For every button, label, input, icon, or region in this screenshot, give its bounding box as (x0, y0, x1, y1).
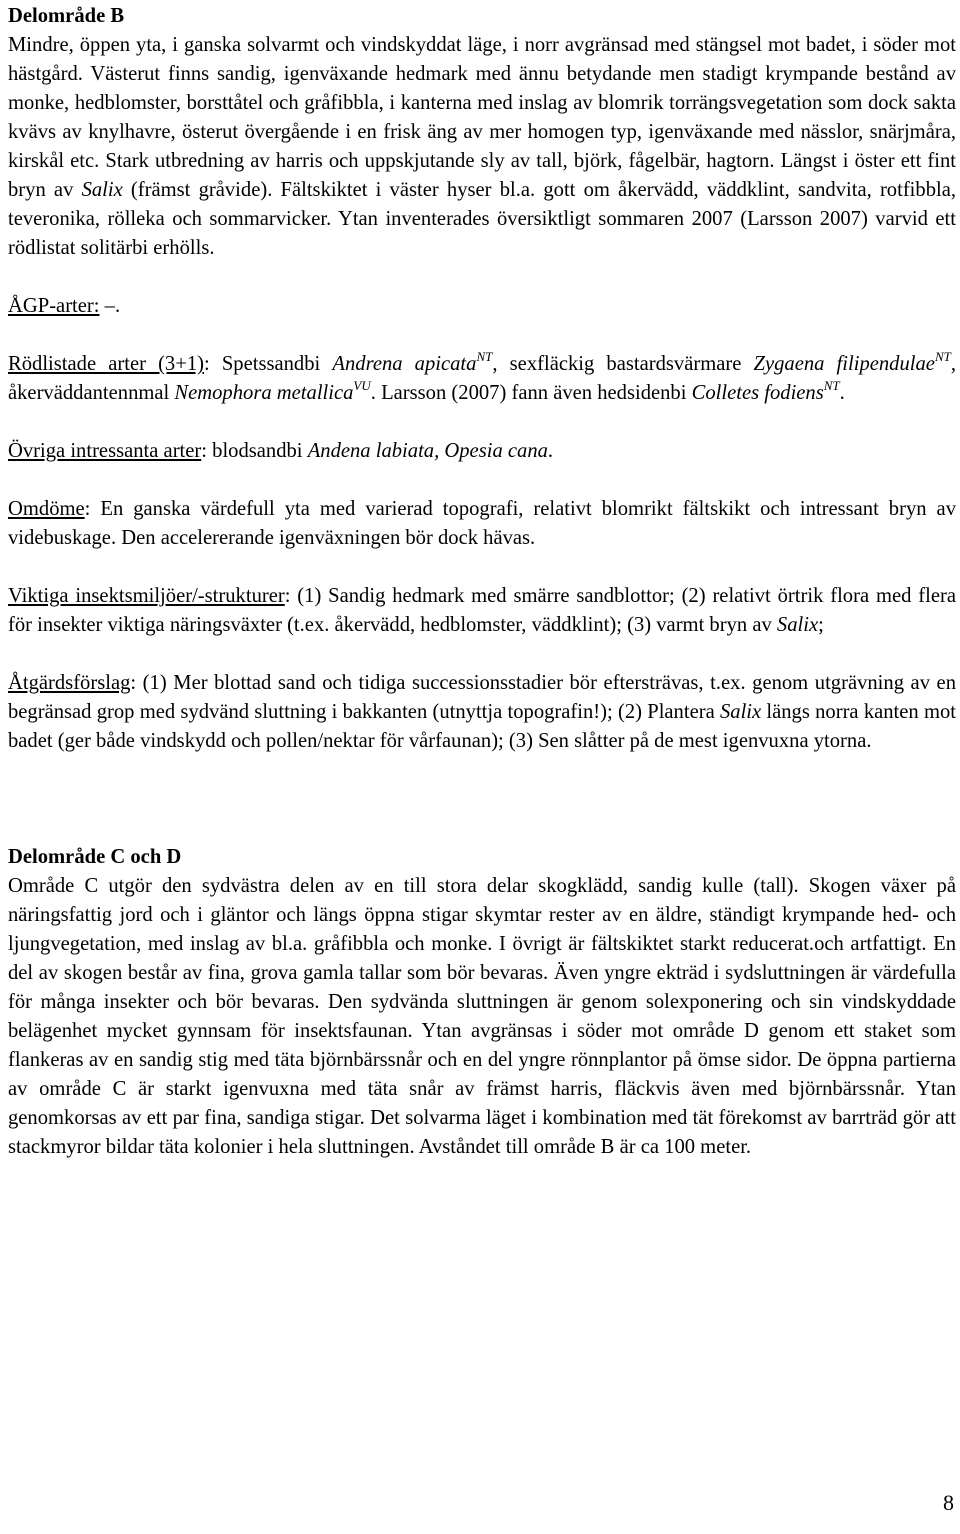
text-run: . (839, 382, 845, 404)
other-species-label: Övriga intressanta arter (8, 440, 202, 462)
text-run: (främst gråvide). Fältskiktet i väster hyser bl.a. gott om åkervädd, väddklint, sandvita, rotfibbla, teveronika, rölleka och sommarvicker. Ytan inventerades översiktligt sommaren 2007 (Larsson 2007) varvid ett rödlistat solitärbi erhölls. (8, 179, 957, 259)
text-run: : (1) Mer blottad sand och tidiga successionsstadier bör eftersträvas, t.ex. genom utgrävning av en begränsad grop med sydvänd sluttning i bakkanten (utnyttja topografin!); (2) Plantera (8, 672, 956, 723)
text-run: : blodsandbi (201, 440, 308, 462)
page-number: 8 (943, 1490, 954, 1515)
redlisted-species-paragraph (8, 350, 956, 408)
text-run: : (1) Sandig hedmark med smärre sandblottor; (2) relativt örtrik flora med flera för insekter viktiga näringsväxter (t.ex. åkervädd, hedblomster, väddklint); (3) varmt bryn av (8, 585, 956, 636)
redlist-category: NT (476, 349, 493, 364)
text-run: : Spetssandbi (204, 353, 333, 375)
species-name: Nemophora metallica (174, 382, 354, 404)
species-name: Andena labiata, Opesia cana (307, 440, 548, 462)
agp-species-line (8, 292, 956, 321)
text-run: , åkerväddantennmal (8, 353, 956, 404)
assessment-label: Omdöme (8, 498, 85, 520)
document-page (8, 2, 956, 1162)
text-run: : En ganska värdefull yta med varierad topografi, relativt blomrikt fältskikt och intressant bryn av videbuskage. Den accelererande igenväxningen bör dock hävas. (8, 498, 956, 549)
section-b-description (8, 31, 956, 263)
redlist-category: NT (823, 378, 840, 393)
species-name: Salix (81, 179, 123, 201)
text-run: . (547, 440, 554, 462)
redlist-category: VU (353, 378, 371, 393)
section-heading-cd: Delområde C och D (8, 846, 182, 868)
proposed-measures-label: Åtgärdsförslag (8, 672, 131, 694)
text-run: , sexfläckig bastardsvärmare (492, 353, 754, 375)
section-heading-b: Delområde B (8, 5, 125, 27)
agp-label: ÅGP-arter: (8, 295, 100, 317)
species-name: Colletes fodiens (691, 382, 824, 404)
redlist-category: NT (934, 349, 951, 364)
proposed-measures-paragraph (8, 669, 956, 756)
redlisted-label: Rödlistade arter (3+1) (8, 353, 204, 375)
text-run: längs norra kanten mot badet (ger både vindskydd och pollen/nektar för vårfaunan); (3) Sen slåtter på de mest igenvuxna ytorna. (8, 701, 956, 752)
text-run: Mindre, öppen yta, i ganska solvarmt och vindskyddat läge, i norr avgränsad med stängsel mot badet, i söder mot hästgård. Västerut finns sandig, igenväxande hedmark med ännu betydande men stadigt krympande bestånd av monke, hedblomster, borsttåtel och gråfibbla, i kanterna med inslag av blomrik torrängsvegetation som dock sakta kvävs av knylhavre, österut övergående i en frisk äng av mer homogen typ, igenväxande med nässlor, snärjmåra, kirskål etc. Stark utbredning av harris och uppskjutande sly av tall, björk, fågelbär, hagtorn. Längst i öster ett fint bryn av (8, 34, 956, 201)
important-habitats-paragraph (8, 582, 956, 640)
other-species-paragraph (8, 437, 956, 466)
text-run: ; (818, 614, 824, 636)
agp-value: –. (99, 295, 121, 317)
assessment-paragraph (8, 495, 956, 553)
section-cd-description: Område C utgör den sydvästra delen av en till stora delar skogklädd, sandig kulle (tall). Skogen växer på näringsfattig jord och i gläntor och längs öppna stigar skymtar rester av en äldre, ständigt krympande hed- och ljungvegetation, med inslag av bl.a. gråfibbla och monke. I övrigt är fältskiktet starkt reducerat.och artfattigt. En del av skogen består av fina, grova gamla tallar som bör bevaras. Även yngre ekträd i sydsluttningen är värdefulla för många insekter och bör bevaras. Den sydvända sluttningen är genom solexponering och sin vindskyddade belägenhet mycket gynnsam för insektsfaunan. Ytan avgränsas i söder mot område D genom ett staket som flankeras av en sandig stig med täta björnbärssnår och en del yngre rönnplantor på ömse sidor. De öppna partierna av område C är starkt igenvuxna med täta snår av främst harris, fläckvis även med björnbärssnår. Ytan genomkorsas av ett par fina, sandiga stigar. Det solvarma läget i kombination med tät förekomst av barrträd gör att stackmyror bildar täta kolonier i hela sluttningen. Avståndet till område B är ca 100 meter. (8, 875, 956, 1158)
species-name: Andrena apicata (332, 353, 477, 375)
species-name: Salix (776, 614, 819, 636)
species-name: Zygaena filipendulae (753, 353, 935, 375)
important-habitats-label: Viktiga insektsmiljöer/-strukturer (8, 585, 285, 607)
species-name: Salix (719, 701, 762, 723)
text-run: . Larsson (2007) fann även hedsidenbi (370, 382, 692, 404)
